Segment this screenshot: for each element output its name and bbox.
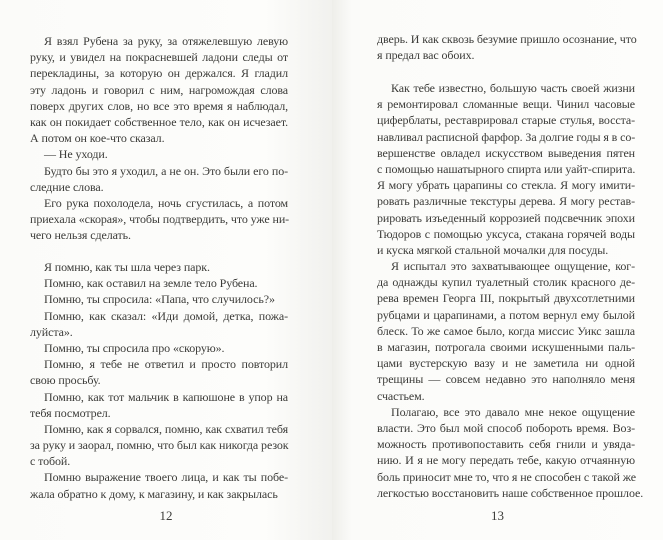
paragraph [30,469,288,501]
text-line: жала обратно к дому, к магазину, и как закрылась [30,486,278,501]
text-line: Как тебе известно, большую часть своей жизни [391,81,635,95]
text-line: вершенстве овладел искусством выведения пятен [377,145,635,160]
paragraph [377,258,635,404]
text-line: Тюдоров с помощью уксуса, стакана горячей воды [377,226,635,241]
text-line: и куска мягкой стальной мочалки для посуды. [377,242,609,257]
text-line: Я могу убрать царапины со стекла. Я могу имити- [377,178,635,193]
text-line: за руку и заорал, помню, что был как никогда резок [30,438,289,453]
text-line: Полагаю, все это давало мне некое ощущение [391,404,635,419]
text-line: Его рука похолодела, ночь сгустилась, а потом [44,195,288,210]
text-line: Будто бы это я уходил, а не он. Это были его по- [44,163,288,178]
text-line: Помню, как сказал: «Иди домой, детка, пожа- [44,308,288,323]
text-line: свою просьбу. [30,373,101,388]
text-line: Я взял Рубена за руку, за отяжелевшую левую [44,34,288,48]
text-line: эту ладонь и говорил с ним, нагромождая слова [30,82,288,97]
text-line: счастьем. [377,388,425,403]
paragraph [377,404,644,501]
paragraph [30,421,288,470]
text-line: рева времен Георга III, покрытый двухсотлетними [377,291,635,306]
text-line: как он покидает собственное тело, как он исчезает. [30,114,288,129]
paragraph [30,356,288,388]
text-line: перекладины, за которую он держался. Я гладил [30,66,288,81]
text-line: навливал расписной фарфор. За долгие годы я в со- [377,129,636,144]
text-line: чего нельзя сделать. [30,228,131,243]
right-page [332,0,663,540]
paragraph [30,146,288,162]
text-line: поверх других слов, но все это время я наблюдал, [30,98,288,113]
paragraph [30,259,288,275]
text-line: легкостью восстановить наше собственное прошлое. [377,485,644,500]
text-line: блеск. То же самое было, когда миссис Уикс зашла [377,323,635,338]
text-line: Помню, как оставил на земле тело Рубена. [44,276,258,291]
text-line: рировать изъеденный коррозией подсвечник эпохи [377,210,635,225]
text-line: рубцами и царапинами, а потом вернул ему былой [377,307,635,322]
text-line: — Не уходи. [44,147,108,162]
text-line: с помощью нашатырного спирта или уайт-спирита. [377,161,636,176]
text-line: ровать различные текстуры дерева. Я могу рестав- [377,194,635,209]
paragraph [30,308,288,340]
text-line: с тобой. [30,454,71,469]
text-line: тебя посмотрел. [30,405,111,420]
text-block-continuation [377,31,635,63]
paragraph [30,291,288,307]
paragraph [377,80,635,258]
paragraph [30,389,288,421]
page-number: 12 [159,508,173,523]
text-line: Помню, я тебе не ответил и просто повторил [44,357,288,372]
paragraph [30,33,288,146]
text-line: я ремонтировал сломанные вещи. Чинил часовые [377,97,635,112]
paragraph [377,31,635,63]
text-line: Помню выражение твоего лица, и как ты побе- [44,470,288,485]
text-line: дверь. И как сквозь безумие пришло осознание, что [377,32,637,46]
text-line: боль приносит мне то, что я не способен с такой же [377,469,636,484]
text-line: руку, и увидел на покрасневшей ладони следы от [30,50,288,65]
text-line: Помню, как тот мальчик в капюшоне в упор на [44,389,288,404]
text-line: Я испытал это захватывающее ощущение, ког- [391,259,635,274]
text-line: я предал вас обоих. [377,48,475,63]
page-number: 13 [491,508,504,523]
text-line: можность противопоставить себя гнили и увяда- [377,437,635,452]
text-line: Помню, ты спросила про «скорую». [44,340,225,355]
paragraph [30,163,288,195]
text-line: в магазин, потрогала своими искушенными паль- [377,340,635,354]
text-line: Помню, как я сорвался, помню, как схватил тебя [44,421,288,436]
text-line: цами вустерскую вазу и не заметила ни одной [377,356,635,371]
text-line: Помню, ты спросила: «Папа, что случилось?» [44,292,275,307]
text-line: циферблаты, реставрировал старые стулья, восста- [377,113,635,128]
text-block-ruben [30,33,288,243]
text-line: да однажды купил туалетный столик красного де- [377,275,635,290]
text-line: власти. Это был мой способ побороть время. Воз- [377,420,635,435]
text-line: следние слова. [30,179,104,194]
paragraph [30,195,288,244]
text-line: нию. И я не могу передать тебе, какую отчаянную [377,453,635,468]
text-block-repairs [377,80,644,501]
text-line: А потом он кое-что сказал. [30,131,165,146]
text-block-i-remember [30,259,288,502]
text-line: луйста». [30,324,73,339]
text-line: Я помню, как ты шла через парк. [44,260,210,274]
paragraph [30,340,288,356]
paragraph [30,275,288,291]
text-line: трещины — совсем недавно это наполняло меня [377,372,635,387]
text-line: приехала «скорая», чтобы подтвердить, что уже ни- [30,212,290,227]
